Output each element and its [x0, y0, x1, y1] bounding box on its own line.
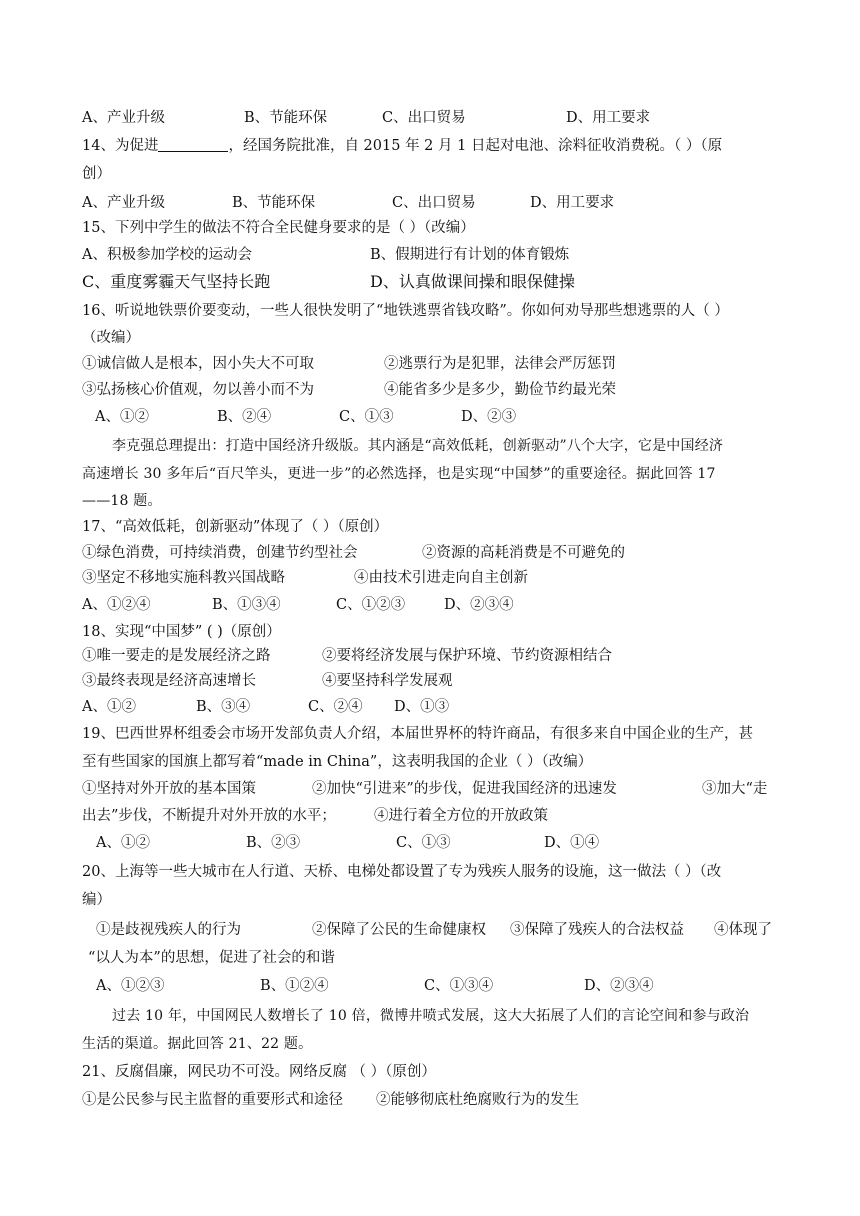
statement-1: ①诚信做人是根本，因小失大不可取: [82, 356, 314, 372]
option-d: D、用工要求: [530, 195, 615, 211]
statement-4: ④由技术引进走向自主创新: [354, 570, 528, 586]
option-a: A、①②: [82, 699, 136, 715]
statement-3: ③坚定不移地实施科教兴国战略: [82, 570, 285, 586]
option-d: D、①④: [544, 835, 600, 851]
statement-2: ②要将经济发展与保护环境、节约资源相结合: [322, 648, 612, 664]
q19-options: [96, 833, 599, 853]
statement-1: ①绿色消费，可持续消费，创建节约型社会: [82, 545, 358, 561]
option-b: B、节能环保: [244, 110, 328, 126]
passage-1-line-1: 李克强总理提出：打造中国经济升级版。其内涵是“高效低耗，创新驱动”八个大字，它是中国经济: [112, 438, 724, 454]
option-a: A、①②: [96, 835, 150, 851]
option-a: A、产业升级: [82, 195, 165, 211]
q15-options-1: [82, 245, 569, 265]
statement-3-cont: 出去”步伐，不断提升对外开放的水平；: [82, 808, 336, 824]
passage-1-line-2: 高速增长 30 多年后“百尺竿头，更进一步”的必然选择，也是实现“中国梦”的重要途径。据此回答 17: [82, 466, 716, 482]
statement-4: ④能省多少是多少，勤俭节约最光荣: [384, 382, 616, 398]
question-18: 18、实现“中国梦” ( )（原创）: [82, 624, 281, 640]
question-14: [82, 136, 722, 156]
q16-statements-1: [82, 354, 616, 374]
option-d: D、用工要求: [566, 110, 651, 126]
question-20-line-1: 20、上海等一些大城市在人行道、天桥、电梯处都设置了专为残疾人服务的设施，这一做法（ ）（改: [82, 864, 722, 880]
answer-blank: [158, 137, 228, 152]
option-b: B、②③: [246, 835, 301, 851]
option-c: C、出口贸易: [392, 195, 476, 211]
option-c: C、①③: [396, 835, 451, 851]
option-c: C、出口贸易: [382, 110, 466, 126]
question-15: 15、下列中学生的做法不符合全民健身要求的是（ ）（改编）: [82, 220, 475, 236]
statement-3: ③加大“走: [702, 781, 768, 797]
option-d: D、认真做课间操和眼保健操: [370, 272, 575, 291]
option-c: C、重度雾霾天气坚持长跑: [82, 272, 271, 291]
q18-statements-1: [82, 646, 612, 666]
question-20-line-2: 编）: [82, 892, 111, 908]
statement-4: ④进行着全方位的开放政策: [374, 808, 548, 824]
option-b: B、②④: [217, 409, 272, 425]
question-17: 17、“高效低耗，创新驱动”体现了（ ）（原创）: [82, 519, 389, 535]
q14-suffix: ，经国务院批准，自 2015 年 2 月 1 日起对电池、涂料征收消费税。（ ）（原: [228, 138, 723, 154]
q13-options: [82, 108, 650, 128]
option-d: D、②③: [461, 409, 517, 425]
option-a: A、积极参加学校的运动会: [82, 247, 252, 263]
statement-2: ②资源的高耗消费是不可避免的: [422, 545, 625, 561]
q18-options: [82, 697, 449, 717]
option-b: B、①③④: [212, 597, 281, 613]
option-d: D、②③④: [444, 597, 514, 613]
statement-1: ①是公民参与民主监督的重要形式和途径: [82, 1092, 343, 1108]
q19-statements-1: [82, 779, 767, 799]
option-a: A、①②④: [82, 597, 151, 613]
option-b: B、①②④: [260, 978, 329, 994]
question-19-line-2: 至有些国家的国旗上都写着“made in China”，这表明我国的企业（ ）（改编）: [82, 754, 593, 770]
statement-4: ④体现了: [714, 922, 772, 938]
statement-3: ③保障了残疾人的合法权益: [510, 922, 684, 938]
option-a: A、①②③: [96, 978, 165, 994]
option-c: C、②④: [308, 699, 363, 715]
question-21: 21、反腐倡廉，网民功不可没。网络反腐 （ ）（原创）: [82, 1064, 436, 1080]
statement-2: ②加快“引进来”的步伐，促进我国经济的迅速发: [312, 781, 617, 797]
q18-statements-2: [82, 671, 453, 691]
passage-2-line-1: 过去 10 年，中国网民人数增长了 10 倍，微博井喷式发展，这大大拓展了人们的言论空间和参与政治: [112, 1008, 750, 1024]
q17-statements-2: [82, 568, 528, 588]
option-b: B、③④: [196, 699, 251, 715]
q16-statements-2: [82, 380, 616, 400]
option-b: B、假期进行有计划的体育锻炼: [370, 247, 570, 263]
q17-statements-1: [82, 543, 625, 563]
q15-options-2: [82, 272, 575, 292]
option-c: C、①③: [339, 409, 394, 425]
statement-1: ①坚持对外开放的基本国策: [82, 781, 256, 797]
question-19-line-1: 19、巴西世界杯组委会市场开发部负责人介绍，本届世界杯的特许商品，有很多来自中国企业的生产，甚: [82, 726, 753, 742]
q14-options: [82, 193, 614, 213]
q20-statements-2: “以人为本”的思想，促进了社会的和谐: [88, 950, 335, 966]
option-b: B、节能环保: [232, 195, 316, 211]
statement-4: ④要坚持科学发展观: [322, 673, 453, 689]
q20-statements-1: [96, 920, 772, 940]
statement-3: ③最终表现是经济高速增长: [82, 673, 256, 689]
q21-statements-1: [82, 1090, 579, 1110]
q20-options: [96, 976, 654, 996]
option-c: C、①③④: [424, 978, 494, 994]
option-d: D、①③: [394, 699, 450, 715]
statement-3: ③弘扬核心价值观，勿以善小而不为: [82, 382, 314, 398]
q16-options: [95, 407, 516, 427]
q17-options: [82, 595, 514, 615]
statement-2: ②保障了公民的生命健康权: [312, 922, 486, 938]
statement-2: ②能够彻底杜绝腐败行为的发生: [376, 1092, 579, 1108]
q14-prefix: 14、为促进: [82, 138, 159, 154]
passage-2-line-2: 生活的渠道。据此回答 21、22 题。: [82, 1036, 313, 1052]
q19-statements-2: [82, 806, 548, 826]
option-a: A、产业升级: [82, 110, 165, 126]
statement-2: ②逃票行为是犯罪，法律会严厉惩罚: [384, 356, 616, 372]
question-16: 16、听说地铁票价要变动，一些人很快发明了“地铁逃票省钱攻略”。你如何劝导那些想逃票的人（ ）: [82, 303, 729, 319]
option-a: A、①②: [95, 409, 149, 425]
statement-1: ①是歧视残疾人的行为: [96, 922, 241, 938]
passage-1-line-3: ——18 题。: [82, 493, 162, 509]
question-16-cont: （改编）: [82, 330, 140, 346]
option-d: D、②③④: [584, 978, 654, 994]
question-14-cont: 创）: [82, 166, 111, 182]
option-c: C、①②③: [336, 597, 406, 613]
statement-1: ①唯一要走的是发展经济之路: [82, 648, 271, 664]
